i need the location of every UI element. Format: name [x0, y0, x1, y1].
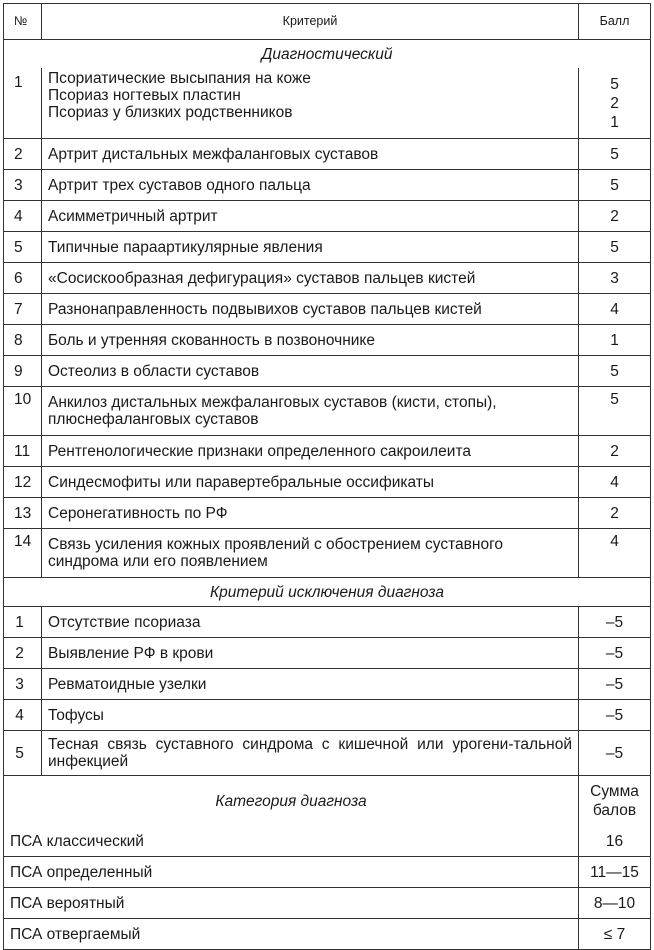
category-sum-label: Сумма балов [579, 776, 651, 827]
table-row [4, 263, 651, 294]
row-num: 1 [4, 607, 42, 638]
category-row [4, 888, 651, 919]
category-row [4, 857, 651, 888]
row-criterion: Остеолиз в области суставов [42, 356, 579, 387]
row-score: 1 [579, 325, 651, 356]
row-score-line: 5 [610, 76, 619, 93]
row-criterion: Тофусы [42, 700, 579, 731]
row-score: 5 [579, 387, 651, 436]
criteria-table [3, 3, 651, 950]
row-criterion: Боль и утренняя скованность в позвоночнике [42, 325, 579, 356]
section-diagnostic-title: Диагностический [4, 40, 651, 69]
table-row [4, 325, 651, 356]
row-score: 4 [579, 529, 651, 578]
category-score: 8—10 [579, 888, 651, 919]
row-score [579, 68, 651, 139]
row-criterion: Анкилоз дистальных межфаланговых суставов (кисти, стопы), плюснефаланговых суставов [42, 387, 579, 436]
row-criterion: Разнонаправленность подвывихов суставов пальцев кистей [42, 294, 579, 325]
row-score: 2 [579, 498, 651, 529]
row-num: 3 [4, 669, 42, 700]
category-score: ≤ 7 [579, 919, 651, 950]
row-criterion: Ревматоидные узелки [42, 669, 579, 700]
row-score: 2 [579, 436, 651, 467]
table-row [4, 232, 651, 263]
table-row [4, 467, 651, 498]
row-num: 6 [4, 263, 42, 294]
category-label: ПСА классический [4, 826, 579, 857]
category-score: 11—15 [579, 857, 651, 888]
row-criterion: Серонегативность по РФ [42, 498, 579, 529]
row-num: 12 [4, 467, 42, 498]
category-label: ПСА отвергаемый [4, 919, 579, 950]
row-score: –5 [579, 638, 651, 669]
row-score: 5 [579, 139, 651, 170]
row-criterion: Синдесмофиты или паравертебральные оссификаты [42, 467, 579, 498]
row-score: –5 [579, 731, 651, 776]
category-row [4, 919, 651, 950]
row-num: 5 [4, 232, 42, 263]
row-criterion-line: Псориатические высыпания на коже [48, 70, 311, 87]
row-criterion-line: Псориаз ногтевых пластин [48, 87, 241, 104]
category-header-row [4, 776, 651, 827]
row-criterion: Связь усиления кожных проявлений с обострением суставного синдрома или его появлением [42, 529, 579, 578]
row-score: 5 [579, 170, 651, 201]
row-num: 10 [4, 387, 42, 436]
header-criterion: Критерий [42, 4, 579, 40]
row-num: 7 [4, 294, 42, 325]
row-num: 2 [4, 139, 42, 170]
header-row [4, 4, 651, 40]
table-row [4, 170, 651, 201]
row-num: 2 [4, 638, 42, 669]
row-score: –5 [579, 607, 651, 638]
table-row [4, 436, 651, 467]
row-score: 2 [579, 201, 651, 232]
row-criterion: Тесная связь суставного синдрома с кишечной или урогени-тальной инфекцией [42, 731, 579, 776]
row-criterion-line: Псориаз у близких родственников [48, 104, 293, 121]
row-score: 4 [579, 294, 651, 325]
table-row [4, 294, 651, 325]
row-num: 13 [4, 498, 42, 529]
table-row [4, 669, 651, 700]
row-score: 5 [579, 232, 651, 263]
section-exclusion-title: Критерий исключения диагноза [4, 578, 651, 607]
table-row [4, 498, 651, 529]
row-criterion: Артрит дистальных межфаланговых суставов [42, 139, 579, 170]
category-title: Категория диагноза [4, 776, 579, 827]
table-row [4, 356, 651, 387]
category-label: ПСА определенный [4, 857, 579, 888]
row-criterion [42, 68, 579, 139]
row-score: –5 [579, 669, 651, 700]
row-criterion: «Сосискообразная дефигурация» суставов пальцев кистей [42, 263, 579, 294]
row-num: 4 [4, 201, 42, 232]
row-criterion: Рентгенологические признаки определенного сакроилеита [42, 436, 579, 467]
row-num: 5 [4, 731, 42, 776]
table-row [4, 638, 651, 669]
category-score: 16 [579, 826, 651, 857]
table-row [4, 700, 651, 731]
row-num: 9 [4, 356, 42, 387]
header-num: № [4, 4, 42, 40]
table-row [4, 139, 651, 170]
table-row [4, 68, 651, 139]
row-criterion: Асимметричный артрит [42, 201, 579, 232]
row-score: –5 [579, 700, 651, 731]
row-score: 3 [579, 263, 651, 294]
table-row [4, 607, 651, 638]
table-row [4, 201, 651, 232]
category-label: ПСА вероятный [4, 888, 579, 919]
row-num: 3 [4, 170, 42, 201]
row-num: 8 [4, 325, 42, 356]
category-row [4, 826, 651, 857]
row-num: 11 [4, 436, 42, 467]
row-score: 4 [579, 467, 651, 498]
row-criterion: Типичные параартикулярные явления [42, 232, 579, 263]
row-criterion: Отсутствие псориаза [42, 607, 579, 638]
table-row [4, 529, 651, 578]
row-score-line: 2 [610, 95, 619, 112]
row-criterion: Выявление РФ в крови [42, 638, 579, 669]
row-num: 14 [4, 529, 42, 578]
table-row [4, 387, 651, 436]
table-row [4, 731, 651, 776]
row-num: 4 [4, 700, 42, 731]
row-score: 5 [579, 356, 651, 387]
section-diagnostic [4, 40, 651, 69]
row-criterion: Артрит трех суставов одного пальца [42, 170, 579, 201]
row-score-line: 1 [610, 114, 619, 131]
section-exclusion [4, 578, 651, 607]
row-num: 1 [4, 68, 42, 139]
header-score: Балл [579, 4, 651, 40]
